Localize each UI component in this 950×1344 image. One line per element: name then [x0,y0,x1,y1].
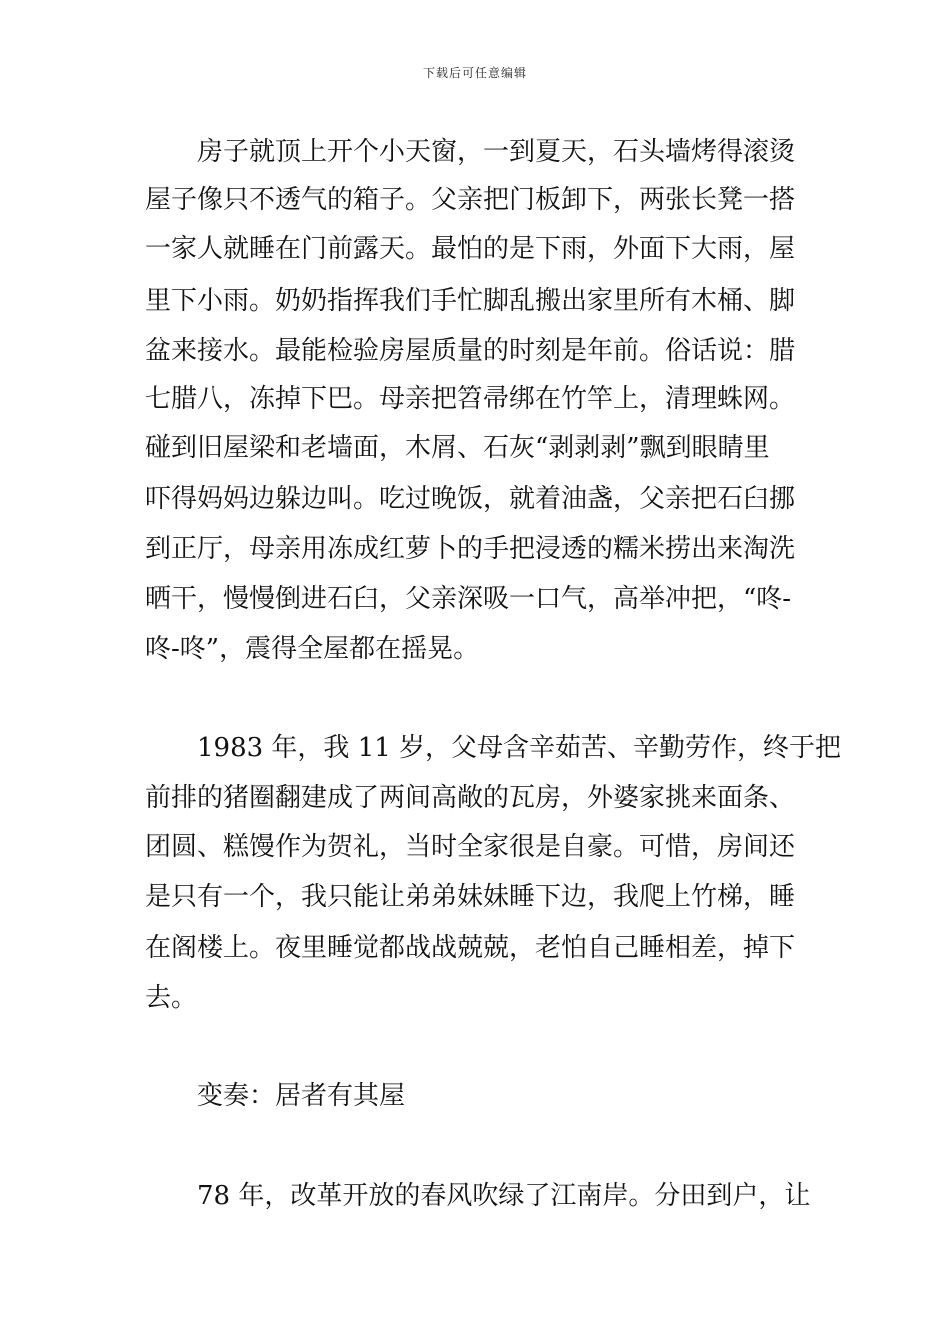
text-line: 在阁楼上。夜里睡觉都战战兢兢，老怕自己睡相差，掉下 [145,933,796,963]
page-header: 下载后可任意编辑 [422,66,527,80]
text-line: 七腊八，冻掉下巴。母亲把笤帚绑在竹竿上，清理蛛网。 [145,384,796,414]
text-line: 吓得妈妈边躲边叫。吃过晚饭，就着油盏，父亲把石臼挪 [145,484,796,514]
text-line: 盆来接水。最能检验房屋质量的时刻是年前。俗话说：腊 [145,336,796,366]
text-line: 团圆、糕馒作为贺礼，当时全家很是自豪。可惜，房间还 [145,832,796,862]
text-line: 一家人就睡在门前露天。最怕的是下雨，外面下大雨，屋 [145,234,796,264]
text-line: 里下小雨。奶奶指挥我们手忙脚乱搬出家里所有木桶、脚 [145,286,796,316]
text-line: 咚-咚”，震得全屋都在摇晃。 [145,634,480,664]
text-line: 去。 [145,983,198,1013]
section-heading: 变奏：居者有其屋 [145,1081,406,1111]
text-line: 屋子像只不透气的箱子。父亲把门板卸下，两张长凳一搭 [145,185,796,215]
text-line: 碰到旧屋梁和老墙面，木屑、石灰“剥剥剥”飘到眼睛里 [145,433,770,463]
text-line: 晒干，慢慢倒进石臼，父亲深吸一口气，高举冲把，“咚- [145,584,792,614]
text-line: 房子就顶上开个小天窗，一到夏天，石头墙烤得滚烫 [145,137,796,167]
text-line: 78 年，改革开放的春风吹绿了江南岸。分田到户，让 [145,1181,811,1211]
text-line: 到正厅，母亲用冻成红萝卜的手把浸透的糯米捞出来淘洗 [145,534,796,564]
text-line: 是只有一个，我只能让弟弟妹妹睡下边，我爬上竹梯，睡 [145,882,796,912]
text-line: 前排的猪圈翻建成了两间高敞的瓦房，外婆家挑来面条、 [145,783,796,813]
text-line: 1983 年，我 11 岁，父母含辛茹苦、辛勤劳作，终于把 [145,733,842,763]
